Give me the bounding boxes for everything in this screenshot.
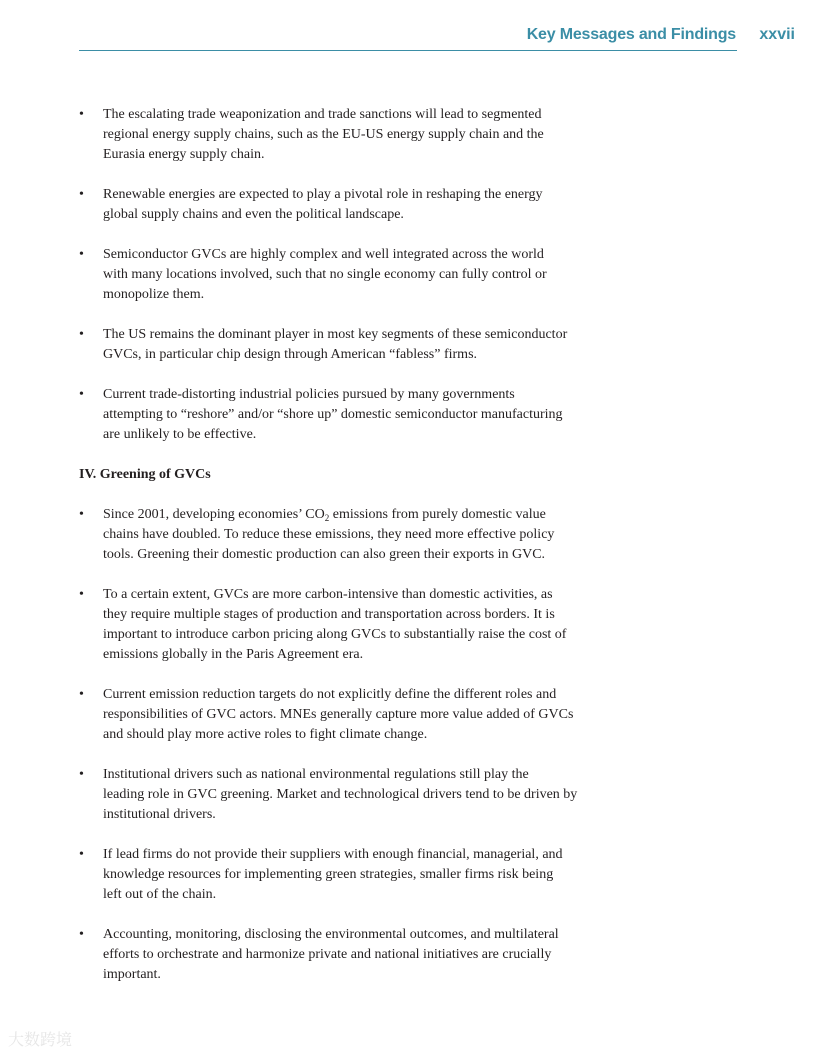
text-line: Current emission reduction targets do not explicitly define the different roles and	[103, 687, 557, 702]
list-item	[79, 325, 639, 365]
text-line: global supply chains and even the political landscape.	[103, 207, 404, 222]
page-number: xxvii	[759, 26, 795, 43]
list-item	[79, 105, 639, 165]
text-line: and should play more active roles to fight climate change.	[103, 727, 428, 742]
text-fragment: Since 2001, developing economies’ CO	[103, 507, 325, 522]
text-line: emissions globally in the Paris Agreement era.	[103, 647, 364, 662]
bullet-icon: •	[79, 107, 84, 122]
bullet-icon: •	[79, 847, 84, 862]
text-line: Accounting, monitoring, disclosing the environmental outcomes, and multilateral	[103, 927, 559, 942]
text-line: Current trade-distorting industrial policies pursued by many governments	[103, 387, 515, 402]
list-item	[79, 845, 639, 905]
bullet-icon: •	[79, 587, 84, 602]
text-line	[103, 505, 639, 525]
text-line: The US remains the dominant player in most key segments of these semiconductor	[103, 327, 568, 342]
text-line: If lead firms do not provide their suppliers with enough financial, managerial, and	[103, 847, 563, 862]
list-item	[79, 505, 639, 565]
bullet-icon: •	[79, 507, 84, 522]
text-line: leading role in GVC greening. Market and technological drivers tend to be driven by	[103, 787, 578, 802]
text-line: Renewable energies are expected to play a pivotal role in reshaping the energy	[103, 187, 543, 202]
bullet-icon: •	[79, 687, 84, 702]
bullet-icon: •	[79, 767, 84, 782]
text-line: important.	[103, 967, 161, 982]
text-line: Eurasia energy supply chain.	[103, 147, 265, 162]
text-line: they require multiple stages of production and transportation across borders. It is	[103, 607, 555, 622]
text-line: left out of the chain.	[103, 887, 217, 902]
text-line: attempting to “reshore” and/or “shore up” domestic semiconductor manufacturing	[103, 407, 563, 422]
page-body	[79, 105, 639, 1005]
text-line: responsibilities of GVC actors. MNEs generally capture more value added of GVCs	[103, 707, 574, 722]
text-line: monopolize them.	[103, 287, 205, 302]
list-item	[79, 185, 639, 225]
bullet-icon: •	[79, 327, 84, 342]
text-line: efforts to orchestrate and harmonize private and national initiatives are crucially	[103, 947, 552, 962]
watermark: 大数跨境	[8, 1030, 73, 1049]
list-item	[79, 585, 639, 665]
subscript: 2	[324, 513, 330, 523]
text-line: are unlikely to be effective.	[103, 427, 257, 442]
text-line: Institutional drivers such as national environmental regulations still play the	[103, 767, 529, 782]
text-line: GVCs, in particular chip design through American “fabless” firms.	[103, 347, 478, 362]
bullet-icon: •	[79, 187, 84, 202]
bullet-icon: •	[79, 927, 84, 942]
text-line: knowledge resources for implementing green strategies, smaller firms risk being	[103, 867, 554, 882]
text-line: with many locations involved, such that no single economy can fully control or	[103, 267, 547, 282]
list-item	[79, 385, 639, 445]
bullet-icon: •	[79, 247, 84, 262]
text-line: The escalating trade weaponization and trade sanctions will lead to segmented	[103, 107, 542, 122]
page-header	[0, 26, 816, 52]
bullet-list-greening	[79, 585, 639, 985]
text-line: important to introduce carbon pricing along GVCs to substantially raise the cost of	[103, 627, 567, 642]
list-item	[79, 765, 639, 825]
section-heading: IV. Greening of GVCs	[79, 467, 211, 482]
list-item	[79, 925, 639, 985]
text-line: tools. Greening their domestic production can also green their exports in GVC.	[103, 547, 546, 562]
text-line: Semiconductor GVCs are highly complex and well integrated across the world	[103, 247, 544, 262]
running-title: Key Messages and Findings	[526, 26, 736, 43]
text-fragment: emissions from purely domestic value	[329, 507, 546, 522]
list-item	[79, 245, 639, 305]
text-line: chains have doubled. To reduce these emissions, they need more effective policy	[103, 527, 555, 542]
list-item	[79, 685, 639, 745]
text-line: institutional drivers.	[103, 807, 216, 822]
bullet-icon: •	[79, 387, 84, 402]
text-line: regional energy supply chains, such as the EU-US energy supply chain and the	[103, 127, 544, 142]
bullet-list-energy-semiconductor	[79, 105, 639, 445]
header-rule	[79, 50, 737, 51]
text-line: To a certain extent, GVCs are more carbon-intensive than domestic activities, as	[103, 587, 553, 602]
